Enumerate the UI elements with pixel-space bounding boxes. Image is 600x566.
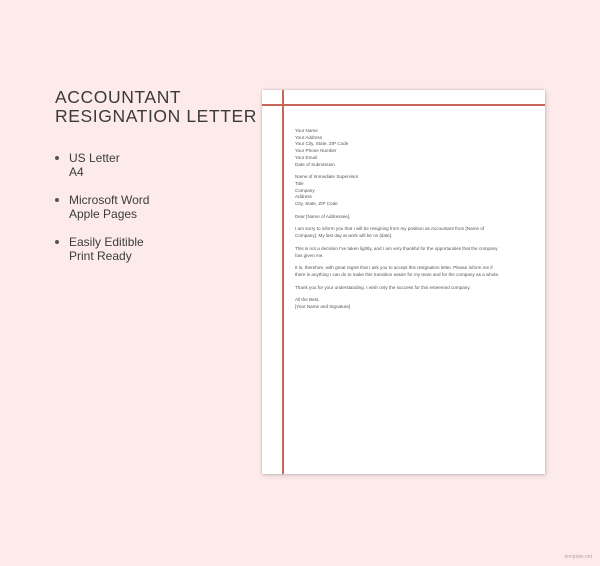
closing-line: All the Best, <box>295 297 320 303</box>
feature-text: A4 <box>69 165 84 179</box>
paragraph-line: This is not a decision I've taken lightly, and I am very thankful for the opportunities that the company <box>295 245 498 251</box>
letter-body <box>295 128 535 317</box>
body-paragraph <box>295 285 535 292</box>
paragraph-line: there is anything I can do to make this transition easier for my team and for the company as a whole. <box>295 271 500 277</box>
feature-text: Apple Pages <box>69 207 138 221</box>
bullet-icon <box>55 156 59 160</box>
recipient-line: Title <box>295 180 304 186</box>
sender-line: Your Phone Number <box>295 148 337 154</box>
letterhead-horizontal-rule <box>262 104 545 106</box>
feature-text: US Letter <box>69 151 120 165</box>
recipient-line: Company <box>295 187 315 193</box>
recipient-address-block <box>295 174 535 208</box>
feature-item-software <box>55 193 149 221</box>
closing-line: [Your Name and Signature] <box>295 304 351 310</box>
body-paragraph <box>295 246 535 259</box>
sender-line: Your Address <box>295 134 323 140</box>
feature-text: Easily Editible <box>69 235 144 249</box>
recipient-line: Name of Immediate Supervisor <box>295 174 359 180</box>
product-title <box>55 88 257 126</box>
paragraph-line: Thank you for your understanding. I wish only the success for this esteemed company. <box>295 284 471 290</box>
body-paragraph <box>295 226 535 239</box>
bullet-icon <box>55 198 59 202</box>
letter-preview-page <box>262 90 545 474</box>
product-title-line-2: RESIGNATION LETTER <box>55 106 258 126</box>
feature-text: Print Ready <box>69 249 132 263</box>
watermark: template.net <box>564 554 592 560</box>
salutation: Dear [Name of Addressee], <box>295 213 351 219</box>
bullet-icon <box>55 240 59 244</box>
sender-address-block <box>295 128 535 168</box>
recipient-line: City, State, ZIP Code <box>295 201 338 207</box>
body-paragraph <box>295 265 535 278</box>
sender-line: Your Name <box>295 128 318 133</box>
product-title-line-1: ACCOUNTANT <box>55 87 182 107</box>
sender-line: Your City, State, ZIP Code <box>295 141 349 147</box>
feature-list <box>55 151 149 277</box>
feature-item-format <box>55 151 149 179</box>
paragraph-line: I am sorry to inform you that I will be resigning from my position as Accountant from [Name of <box>295 226 485 232</box>
sender-line: Your Email <box>295 154 318 160</box>
paragraph-line: It is, therefore, with great regret that I ask you to accept this resignation letter. Please inform me if <box>295 265 493 271</box>
sender-line: Date of Submission <box>295 161 335 167</box>
recipient-line: Address <box>295 194 312 200</box>
paragraph-line: Company]. My last day at work will be on [date]. <box>295 233 393 239</box>
feature-item-editing <box>55 235 149 263</box>
closing-block <box>295 297 535 310</box>
feature-text: Microsoft Word <box>69 193 150 207</box>
letterhead-vertical-rule <box>282 90 284 474</box>
paragraph-line: has given me. <box>295 252 324 258</box>
